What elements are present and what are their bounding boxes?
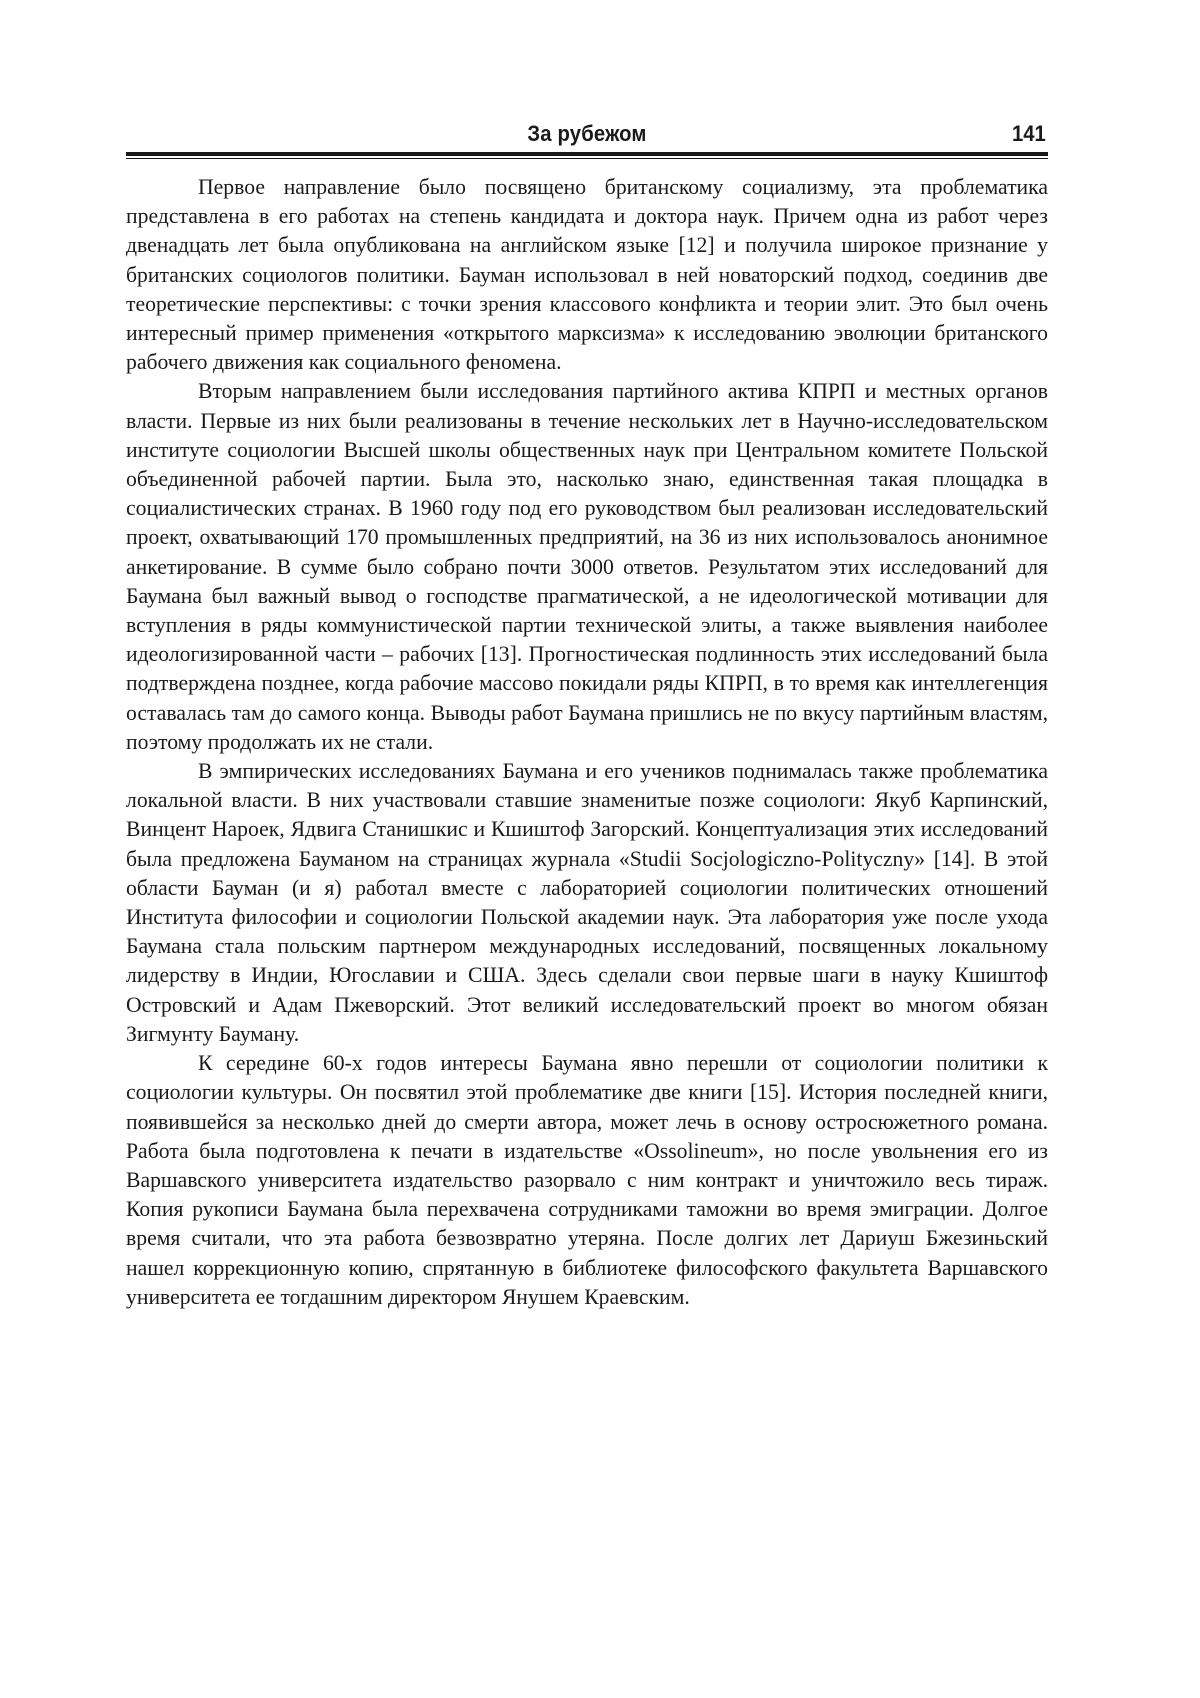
header-rule-thick — [126, 152, 1048, 156]
section-title: За рубежом — [527, 121, 647, 146]
paragraph-sociology-of-culture: К середине 60-х годов интересы Баумана явно перешли от социологии политики к социологии культуры. Он посвятил этой проблематике две книги [15]. История последней книги, появившейся за несколько дней до смерти автора, может лечь в основу остросюжетного романа. Работа была подготовлена к печати в издательстве «Ossolineum», но после увольнения его из Варшавского университета издательство разорвало с ним контракт и уничтожило весь тираж. Копия рукописи Баумана была перехвачена сотрудниками таможни во время эмиграции. Долгое время считали, что эта работа безвозвратно утеряна. После долгих лет Дариуш Бжезиньский нашел коррекционную копию, спрятанную в библиотеке философского факультета Варшавского университета ее тогдашним директором Янушем Краевским. — [126, 1051, 1048, 1309]
header-rule-thin — [126, 158, 1048, 159]
paragraph-local-power: В эмпирических исследованиях Баумана и его учеников поднималась также проблематика локальной власти. В них участвовали ставшие знаменитые позже социологи: Якуб Карпинский, Винцент Нароек, Ядвига Станишкис и Кшиштоф Загорский. Концептуализация этих исследований была предложена Бауманом на страницах журнала «Studii Socjologiczno-Polityczny» [14]. В этой области Бауман (и я) работал вместе с лабораторией социологии политических отношений Института философии и социологии Польской академии наук. Эта лаборатория уже после ухода Баумана стала польским партнером международных исследований, посвященных локальному лидерству в Индии, Югославии и США. Здесь сделали свои первые шаги в науку Кшиштоф Островский и Адам Пжеворский. Этот великий исследовательский проект во многом обязан Зигмунту Бауману. — [126, 759, 1048, 1046]
page-number: 141 — [1012, 121, 1046, 146]
body-text — [126, 173, 1048, 1312]
paragraph-british-socialism: Первое направление было посвящено британскому социализму, эта проблематика представлена в его работах на степень кандидата и доктора наук. Причем одна из работ через двенадцать лет была опубликована на английском языке [12] и получила широкое признание у британских социологов политики. Бауман использовал в ней новаторский подход, соединив две теоретические перспективы: с точки зрения классового конфликта и теории элит. Это был очень интересный пример применения «открытого марксизма» к исследованию эволюции британского рабочего движения как социального феномена. — [126, 175, 1048, 375]
running-head — [126, 118, 1048, 150]
paragraph-party-activists: Вторым направлением были исследования партийного актива КПРП и местных органов власти. Первые из них были реализованы в течение нескольких лет в Научно-исследовательском институте социологии Высшей школы общественных наук при Центральном комитете Польской объединенной рабочей партии. Была это, насколько знаю, единственная такая площадка в социалистических странах. В 1960 году под его руководством был реализован исследовательский проект, охватывающий 170 промышленных предприятий, на 36 из них использовалось анонимное анкетирование. В сумме было собрано почти 3000 ответов. Результатом этих исследований для Баумана был важный вывод о господстве прагматической, а не идеологической мотивации для вступления в ряды коммунистической партии технической элиты, а также выявления наиболее идеологизированной части – рабочих [13]. Прогностическая подлинность этих исследований была подтверждена позднее, когда рабочие массово покидали ряды КПРП, в то время как интеллегенция оставалась там до самого конца. Выводы работ Баумана пришлись не по вкусу партийным властям, поэтому продолжать их не стали. — [126, 379, 1048, 754]
book-page — [126, 118, 1048, 1312]
